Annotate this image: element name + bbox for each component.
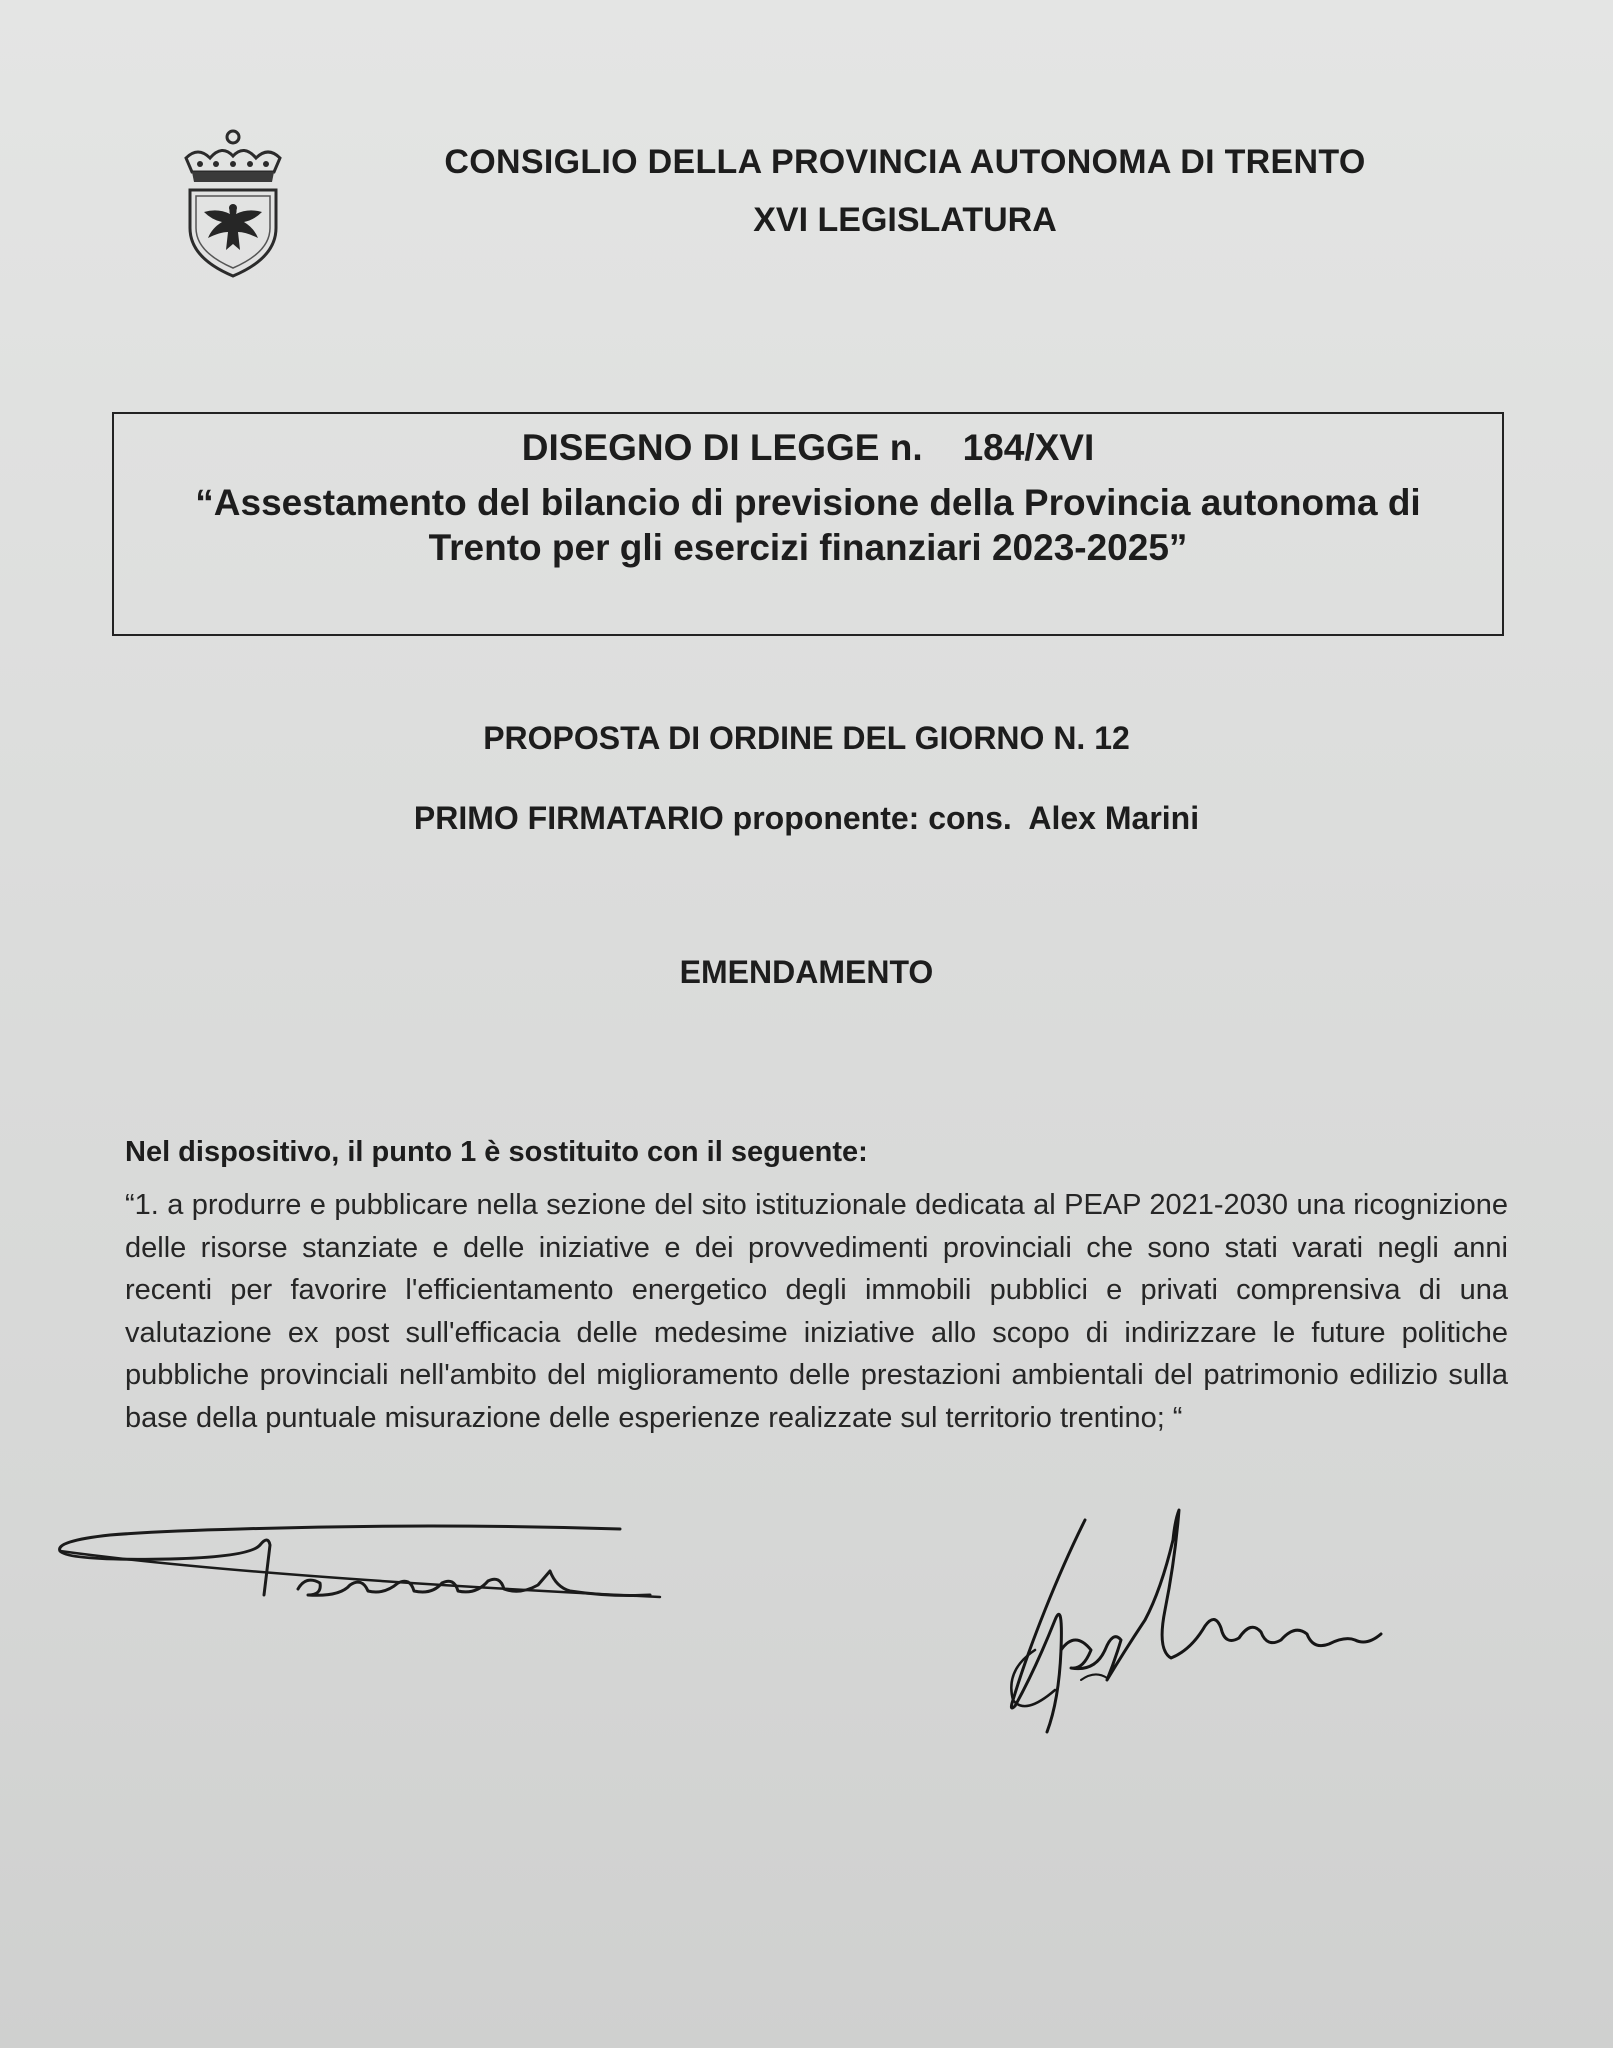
bill-number: 184/XVI — [962, 427, 1095, 468]
amendment-heading: EMENDAMENTO — [679, 954, 934, 990]
council-name: CONSIGLIO DELLA PROVINCIA AUTONOMA DI TRENTO — [444, 143, 1366, 181]
amendment-intro: Nel dispositivo, il punto 1 è sostituito con il seguente: — [125, 1136, 868, 1168]
bill-box — [112, 412, 1504, 636]
proposal-title: PROPOSTA DI ORDINE DEL GIORNO N. 12 — [483, 720, 1130, 756]
bill-label: DISEGNO DI LEGGE n. — [521, 427, 923, 468]
signature-right — [995, 1500, 1425, 1740]
bill-title: “Assestamento del bilancio di previsione della Provincia autonoma di Trento per gli esercizi finanziari 2023-2025” — [195, 482, 1421, 568]
signer-text: proponente: cons. Alex Marini — [723, 800, 1200, 836]
document-header — [380, 142, 1430, 240]
amendment-text: “1. a produrre e pubblicare nella sezione del sito istituzionale dedicata al PEAP 2021-2030 una ricognizione delle risorse stanziate e delle iniziative e dei provvedimenti provinciali che sono stati varati negli anni recenti per favorire l'efficientamento energetico degli immobili pubblici e privati comprensiva di una valutazione ex post sull'efficacia delle medesime iniziative allo scopo di indirizzare le future politiche pubbliche provinciali nell'ambito del miglioramento delle prestazioni ambientali del patrimonio edilizio sulla base della puntuale misurazione delle esperienze realizzate sul territorio trentino; “ — [125, 1189, 1508, 1434]
signature-left — [50, 1515, 680, 1625]
bill-number-row — [114, 426, 1502, 470]
coat-of-arms-icon — [178, 128, 288, 278]
first-signatory-line — [0, 798, 1613, 838]
legislature-label: XVI LEGISLATURA — [753, 201, 1057, 239]
signer-label: PRIMO FIRMATARIO — [413, 800, 724, 836]
